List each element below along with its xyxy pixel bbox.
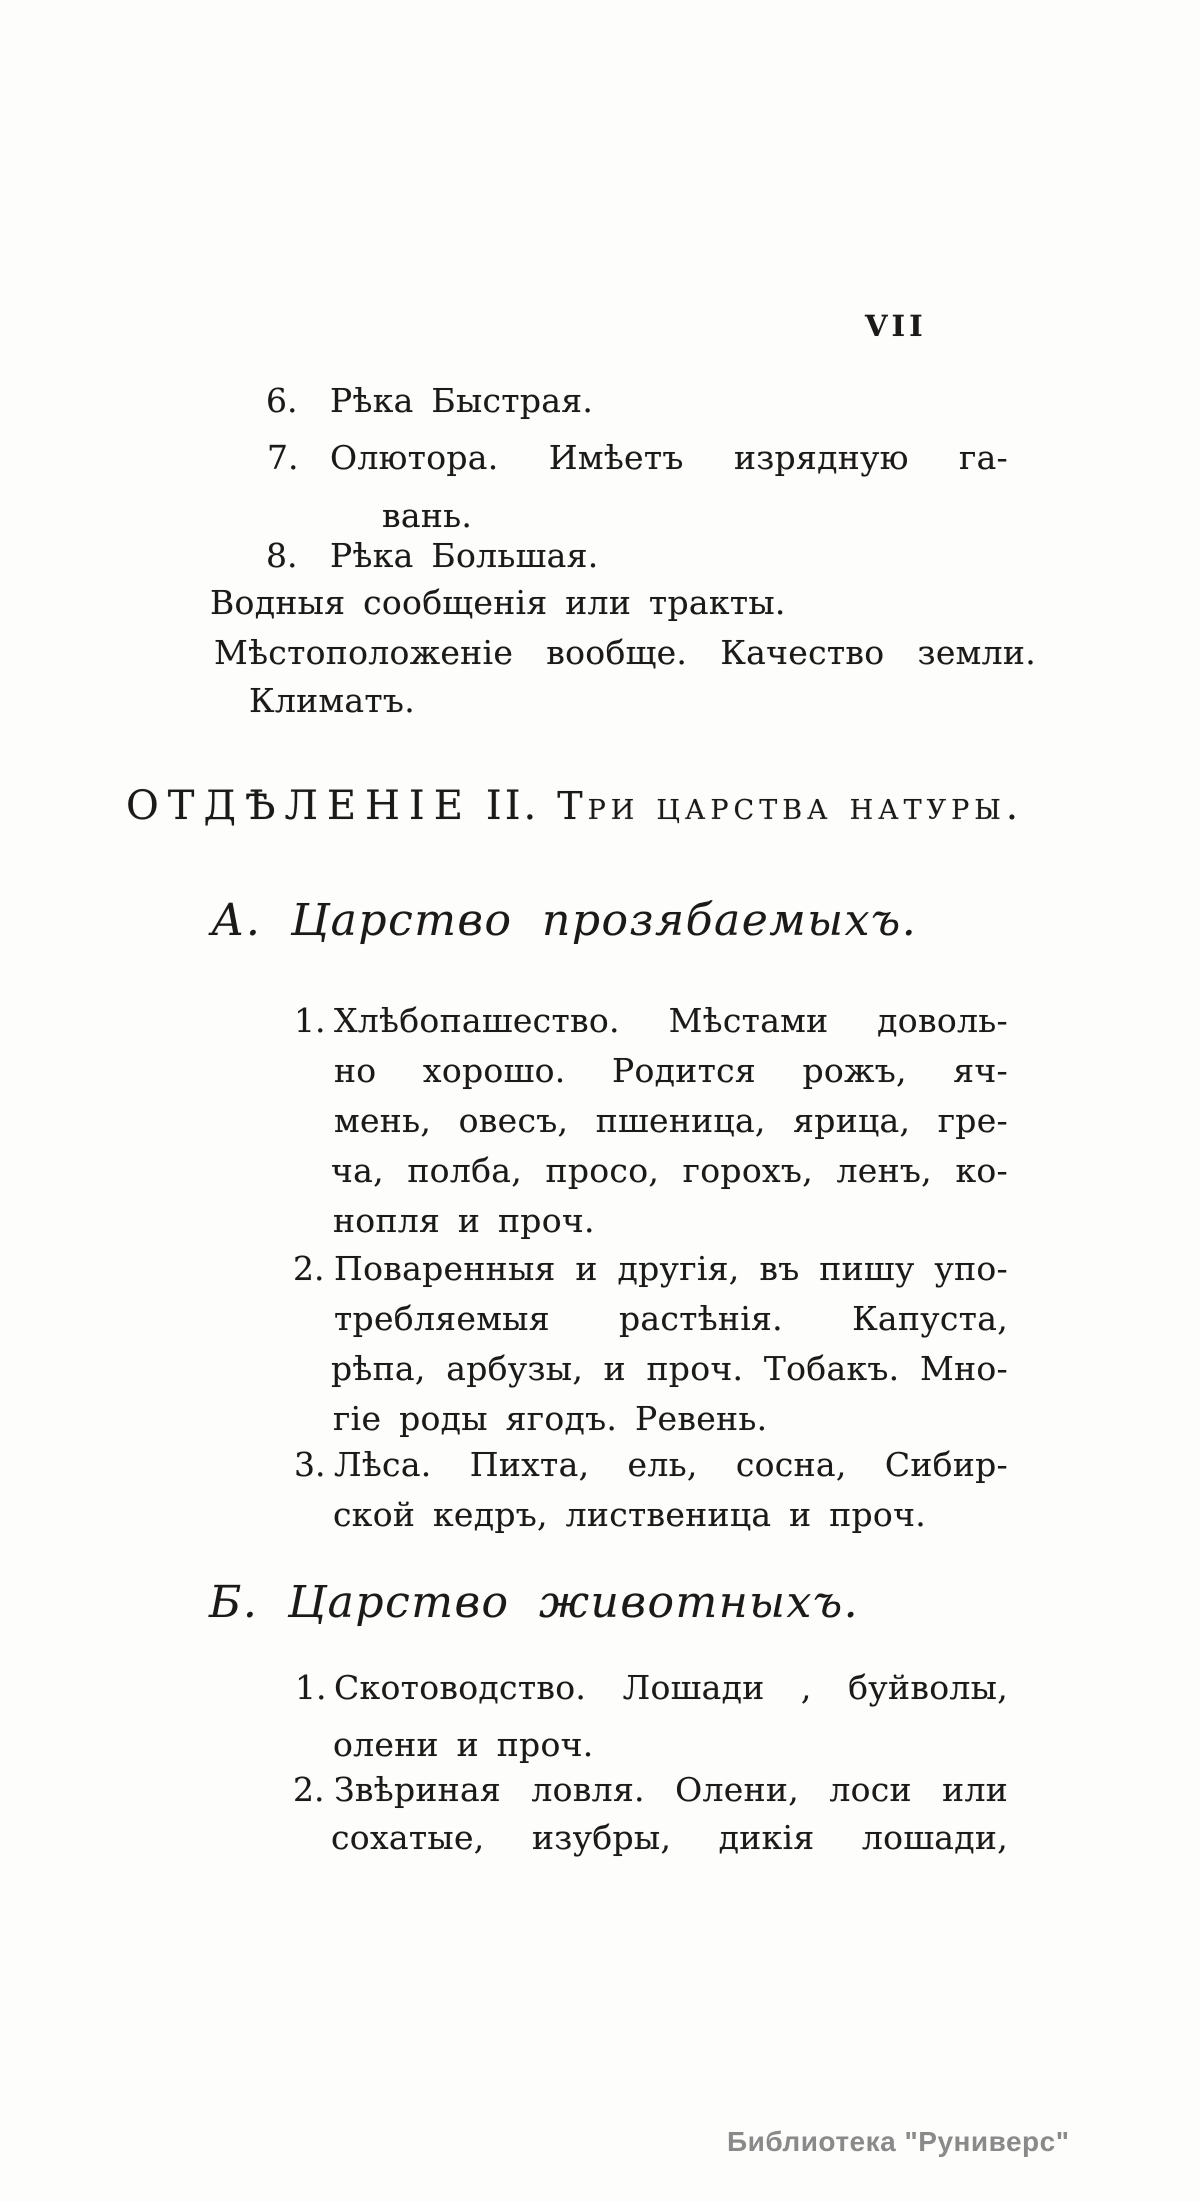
toc-item-6-number: 6. <box>266 381 298 420</box>
plants-item-1-line: но хорошо. Родится рожъ, яч- <box>334 1051 1008 1090</box>
section-label: ОТДѢЛЕНІЕ <box>126 783 472 829</box>
subsection-a-heading: А. Царство прозябаемыхъ. <box>211 895 918 946</box>
section-subtitle: Три царства натуры. <box>557 784 1023 828</box>
section-heading <box>126 783 1023 829</box>
toc-item-7-number: 7. <box>267 438 299 477</box>
toc-entry-water-routes: Водныя сообщенія или тракты. <box>210 583 786 622</box>
plants-item-3-number: 3. <box>294 1445 326 1484</box>
toc-entry-climate: Климатъ. <box>249 681 415 720</box>
toc-item-8-number: 8. <box>266 536 298 575</box>
toc-item-6-text: Рѣка Быстрая. <box>330 381 594 420</box>
plants-item-2-number: 2. <box>293 1249 325 1288</box>
toc-item-8-text: Рѣка Большая. <box>330 536 599 575</box>
animals-item-2-line: сохатые, изубры, дикія лошади, <box>331 1818 1008 1857</box>
plants-item-3-line: ской кедръ, лиственица и проч. <box>333 1495 926 1534</box>
plants-item-2-line: гіе роды ягодъ. Ревень. <box>333 1399 768 1438</box>
toc-entry-location: Мѣстоположеніе вообще. Качество земли. <box>214 633 1036 672</box>
section-numeral: II. <box>485 783 540 829</box>
plants-item-2-line: рѣпа, арбузы, и проч. Тобакъ. Мно- <box>331 1349 1008 1388</box>
plants-item-1-line: ча, полба, просо, горохъ, ленъ, ко- <box>331 1151 1008 1190</box>
footer-watermark: Библиотека "Руниверс" <box>727 2126 1070 2157</box>
animals-item-2-line: Звѣриная ловля. Олени, лоси или <box>334 1770 1008 1809</box>
plants-item-3-line: Лѣса. Пихта, ель, сосна, Сибир- <box>334 1445 1008 1484</box>
plants-item-2-line: Поваренныя и другія, въ пишу упо- <box>334 1249 1008 1288</box>
plants-item-1-line: Хлѣбопашество. Мѣстами доволь- <box>334 1001 1008 1040</box>
plants-item-2-line: требляемыя растѣнія. Капуста, <box>334 1299 1008 1338</box>
animals-item-1-line: Скотоводство. Лошади , буйволы, <box>334 1668 1008 1707</box>
toc-item-7-line-2: вань. <box>382 496 473 535</box>
plants-item-1-number: 1. <box>294 1001 326 1040</box>
toc-item-7-line-1: Олютора. Имѣетъ изрядную га- <box>330 438 1008 477</box>
animals-item-1-line: олени и проч. <box>333 1725 594 1764</box>
subsection-b-heading: Б. Царство животныхъ. <box>209 1577 860 1628</box>
plants-item-1-line: нопля и проч. <box>333 1201 595 1240</box>
animals-item-1-number: 1. <box>295 1668 327 1707</box>
animals-item-2-number: 2. <box>293 1770 325 1809</box>
page-number: VII <box>865 309 927 343</box>
plants-item-1-line: мень, овесъ, пшеница, ярица, гре- <box>334 1101 1008 1140</box>
